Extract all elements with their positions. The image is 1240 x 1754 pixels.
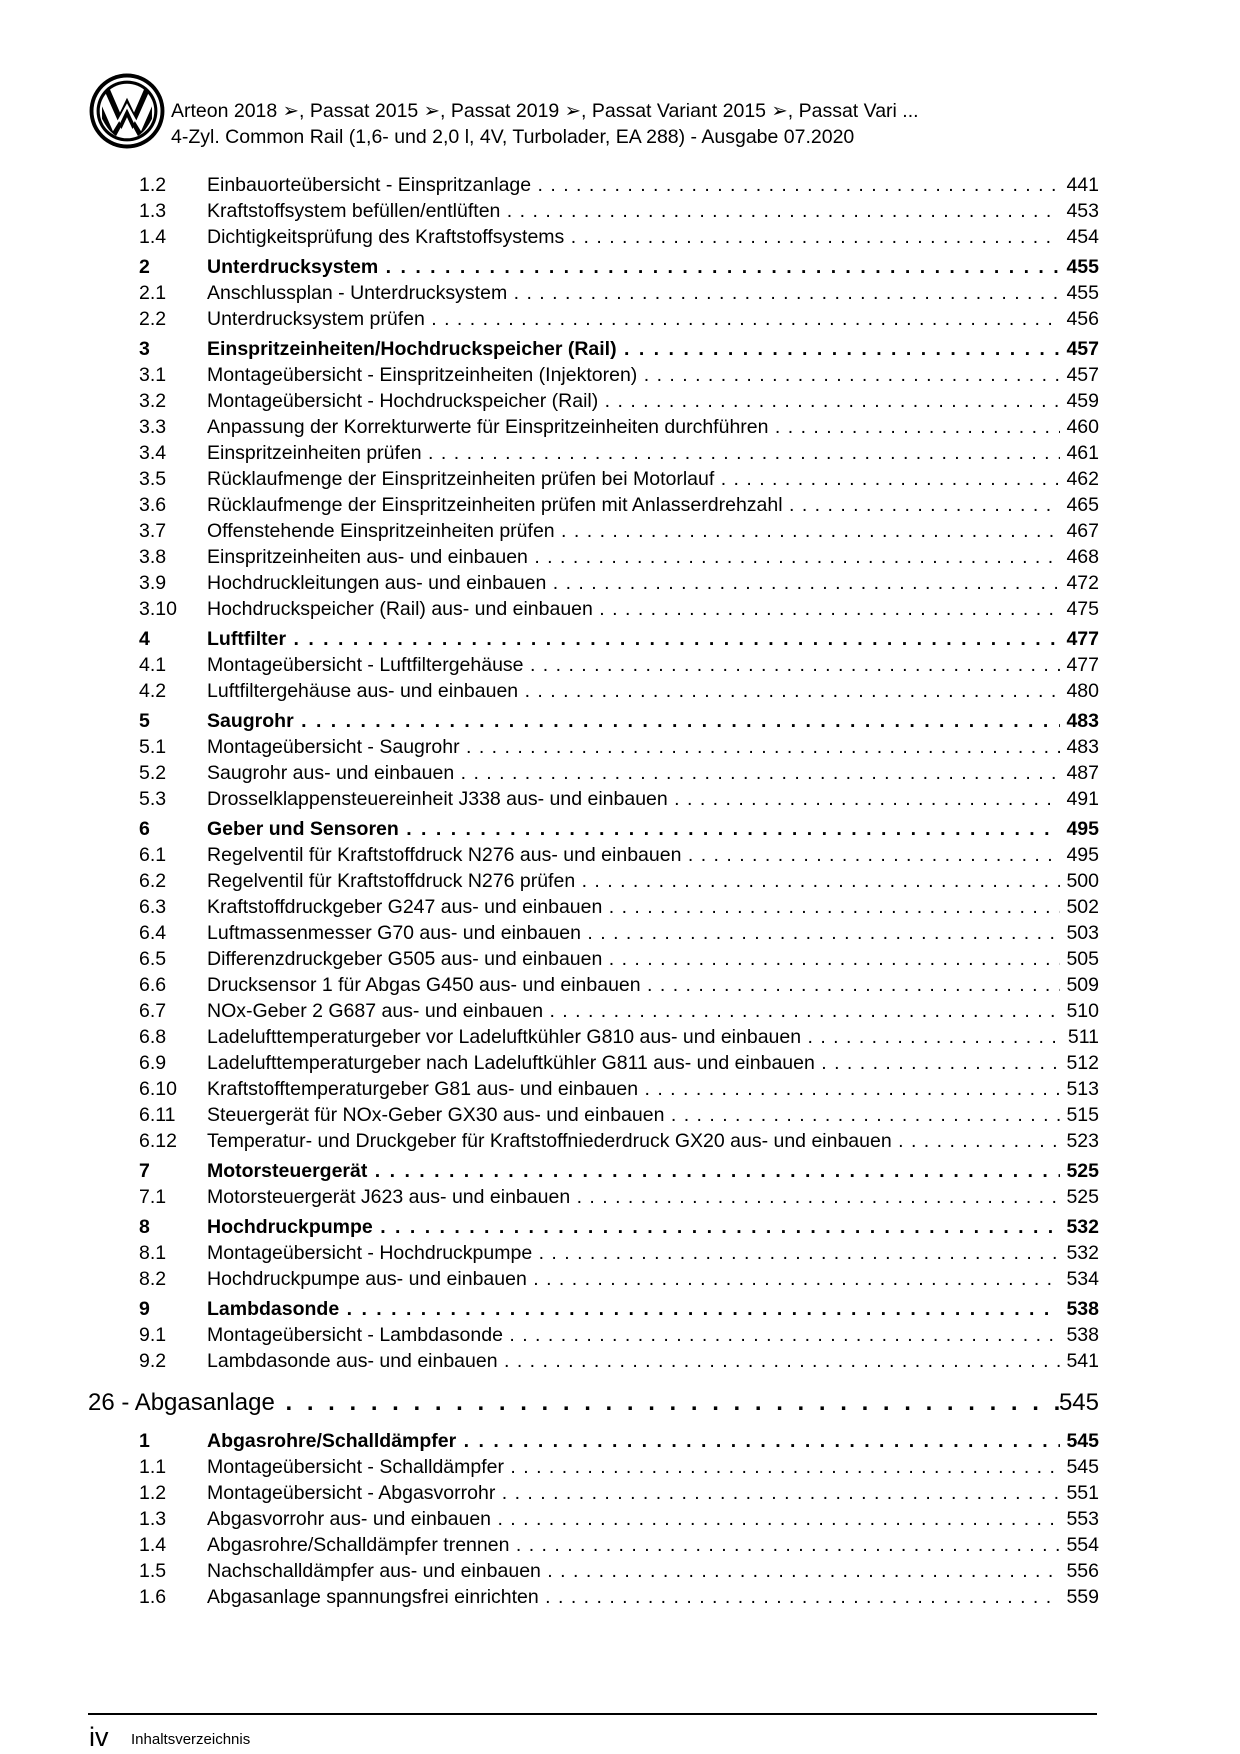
toc-entry[interactable] [0, 518, 1240, 544]
toc-entry-page: 512 [1066, 1052, 1099, 1074]
toc-entry-title: Rücklaufmenge der Einspritzeinheiten prüfen bei Motorlauf . . . [207, 466, 1060, 492]
toc-entry-page: 554 [1066, 1534, 1099, 1556]
toc-entry-page: 534 [1066, 1268, 1099, 1290]
toc-entry-page: 509 [1066, 974, 1099, 996]
toc-entry[interactable] [0, 894, 1240, 920]
toc-entry-number: 5.3 [139, 788, 167, 810]
toc-entry-title: Dichtigkeitsprüfung des Kraftstoffsystems . . . [207, 224, 1060, 250]
toc-entry-title: Saugrohr aus- und einbauen . . . [207, 760, 1060, 786]
toc-entry-title: Hochdruckspeicher (Rail) aus- und einbauen . . . [207, 596, 1060, 622]
toc-entry-page: 503 [1066, 922, 1099, 944]
toc-entry-page: 541 [1066, 1350, 1099, 1372]
toc-entry[interactable] [0, 1102, 1240, 1128]
toc-entry-page: 525 [1066, 1160, 1099, 1182]
toc-entry-page: 495 [1066, 844, 1099, 866]
toc-entry-number: 4.2 [139, 680, 167, 702]
toc-entry-title: Ladelufttemperaturgeber nach Ladeluftkühler G811 aus- und einbauen . . . [207, 1050, 1060, 1076]
toc-entry[interactable] [0, 1184, 1240, 1210]
toc-entry-title: Einspritzeinheiten/Hochdruckspeicher (Rail) . . . [207, 336, 1060, 362]
toc-entry-title: Abgasanlage spannungsfrei einrichten . . . [207, 1584, 1060, 1610]
toc-entry[interactable] [0, 626, 1240, 652]
toc-entry-number: 3.10 [139, 598, 177, 620]
toc-chapter-title: 26 - Abgasanlage . . . [88, 1387, 1060, 1419]
toc-entry-number: 8 [139, 1216, 150, 1238]
toc-entry-page: 460 [1066, 416, 1099, 438]
toc-entry-title: Motorsteuergerät . . . [207, 1158, 1060, 1184]
toc-entry-title: Abgasrohre/Schalldämpfer . . . [207, 1428, 1060, 1454]
toc-entry-number: 6.4 [139, 922, 167, 944]
toc-entry[interactable] [0, 440, 1240, 466]
toc-entry-page: 483 [1066, 710, 1099, 732]
toc-entry-page: 515 [1066, 1104, 1099, 1126]
toc-entry-page: 462 [1066, 468, 1099, 490]
toc-entry-page: 483 [1066, 736, 1099, 758]
toc-entry-page: 559 [1066, 1586, 1099, 1608]
toc-entry[interactable] [0, 414, 1240, 440]
toc-entry[interactable] [0, 652, 1240, 678]
toc-entry-page: 475 [1066, 598, 1099, 620]
toc-entry-page: 457 [1066, 338, 1099, 360]
toc-entry-title: Lambdasonde aus- und einbauen . . . [207, 1348, 1060, 1374]
toc-entry[interactable] [0, 1506, 1240, 1532]
toc-entry-number: 6.3 [139, 896, 167, 918]
toc-entry[interactable] [0, 868, 1240, 894]
toc-entry-number: 3.9 [139, 572, 167, 594]
toc-entry-number: 6.6 [139, 974, 167, 996]
toc-entry-number: 4 [139, 628, 150, 650]
toc-entry-number: 9.1 [139, 1324, 167, 1346]
toc-entry[interactable] [0, 1076, 1240, 1102]
toc-entry[interactable] [0, 596, 1240, 622]
toc-entry-title: Drucksensor 1 für Abgas G450 aus- und einbauen . . . [207, 972, 1060, 998]
header-engine-edition: 4-Zyl. Common Rail (1,6- und 2,0 l, 4V, Turbolader, EA 288) - Ausgabe 07.2020 [171, 126, 855, 148]
vw-logo-icon [88, 72, 166, 150]
toc-entry-number: 6.10 [139, 1078, 177, 1100]
toc-entry-title: Einspritzeinheiten prüfen . . . [207, 440, 1060, 466]
toc-entry-number: 6.2 [139, 870, 167, 892]
toc-entry-title: Montageübersicht - Hochdruckspeicher (Rail) . . . [207, 388, 1060, 414]
toc-entry-page: 556 [1066, 1560, 1099, 1582]
toc-entry[interactable] [0, 1387, 1240, 1419]
toc-entry-number: 3.3 [139, 416, 167, 438]
toc-entry-page: 472 [1066, 572, 1099, 594]
toc-entry-title: Einbauorteübersicht - Einspritzanlage . . . [207, 172, 1060, 198]
toc-entry[interactable] [0, 492, 1240, 518]
toc-entry-title: Anschlussplan - Unterdrucksystem . . . [207, 280, 1060, 306]
toc-entry[interactable] [0, 920, 1240, 946]
toc-entry-page: 477 [1066, 654, 1099, 676]
toc-entry[interactable] [0, 336, 1240, 362]
toc-entry[interactable] [0, 1428, 1240, 1454]
toc-entry-page: 454 [1066, 226, 1099, 248]
toc-entry-title: Montageübersicht - Schalldämpfer . . . [207, 1454, 1060, 1480]
toc-entry-title: Hochdruckleitungen aus- und einbauen . . . [207, 570, 1060, 596]
toc-entry-title: Drosselklappensteuereinheit J338 aus- und einbauen . . . [207, 786, 1060, 812]
toc-entry-number: 5.1 [139, 736, 167, 758]
toc-entry-number: 3.5 [139, 468, 167, 490]
toc-entry-number: 6 [139, 818, 150, 840]
toc-entry-title: Temperatur- und Druckgeber für Kraftstoffniederdruck GX20 aus- und einbauen . . . [207, 1128, 1060, 1154]
toc-entry-number: 7.1 [139, 1186, 167, 1208]
toc-entry-title: Anpassung der Korrekturwerte für Einspritzeinheiten durchführen . . . [207, 414, 1060, 440]
toc-entry-number: 3.4 [139, 442, 167, 464]
toc-entry-page: 467 [1066, 520, 1099, 542]
toc-entry-page: 453 [1066, 200, 1099, 222]
toc-entry-page: 477 [1066, 628, 1099, 650]
toc-entry[interactable] [0, 760, 1240, 786]
toc-entry-title: Offenstehende Einspritzeinheiten prüfen . . . [207, 518, 1060, 544]
toc-entry-title: Geber und Sensoren . . . [207, 816, 1060, 842]
toc-entry-title: Abgasrohre/Schalldämpfer trennen . . . [207, 1532, 1060, 1558]
toc-entry-title: Montageübersicht - Saugrohr . . . [207, 734, 1060, 760]
toc-entry-number: 8.1 [139, 1242, 167, 1264]
toc-entry-page: 461 [1066, 442, 1099, 464]
toc-entry-title: Unterdrucksystem . . . [207, 254, 1060, 280]
toc-entry-page: 545 [1066, 1430, 1099, 1452]
toc-entry[interactable] [0, 842, 1240, 868]
toc-entry-page: 500 [1066, 870, 1099, 892]
toc-entry[interactable] [0, 1024, 1240, 1050]
toc-entry-title: Kraftstofftemperaturgeber G81 aus- und einbauen . . . [207, 1076, 1060, 1102]
toc-entry-title: Steuergerät für NOx-Geber GX30 aus- und einbauen . . . [207, 1102, 1060, 1128]
toc-entry-number: 8.2 [139, 1268, 167, 1290]
toc-entry-page: 487 [1066, 762, 1099, 784]
toc-entry-title: Montageübersicht - Einspritzeinheiten (Injektoren) . . . [207, 362, 1060, 388]
toc-entry-number: 5.2 [139, 762, 167, 784]
toc-entry-page: 455 [1066, 282, 1099, 304]
toc-entry-number: 4.1 [139, 654, 167, 676]
toc-entry-page: 532 [1066, 1216, 1099, 1238]
toc-entry-title: Rücklaufmenge der Einspritzeinheiten prüfen mit Anlasserdrehzahl . . . [207, 492, 1060, 518]
toc-entry-number: 2 [139, 256, 150, 278]
toc-entry[interactable] [0, 544, 1240, 570]
toc-entry-number: 7 [139, 1160, 150, 1182]
footer-label: Inhaltsverzeichnis [131, 1731, 251, 1748]
toc-entry-page: 491 [1066, 788, 1099, 810]
header-vehicle-models: Arteon 2018 ➢, Passat 2015 ➢, Passat 2019 ➢, Passat Variant 2015 ➢, Passat Vari ... [171, 100, 919, 122]
toc-entry[interactable] [0, 306, 1240, 332]
toc-entry[interactable] [0, 1454, 1240, 1480]
toc-entry-number: 1.4 [139, 1534, 167, 1556]
toc-entry-number: 3.2 [139, 390, 167, 412]
toc-entry-number: 5 [139, 710, 150, 732]
toc-entry-title: Regelventil für Kraftstoffdruck N276 aus- und einbauen . . . [207, 842, 1060, 868]
toc-entry-page: 545 [1066, 1456, 1099, 1478]
toc-entry-title: Hochdruckpumpe aus- und einbauen . . . [207, 1266, 1060, 1292]
toc-entry-number: 6.12 [139, 1130, 177, 1152]
toc-entry[interactable] [0, 1584, 1240, 1610]
toc-entry-title: Montageübersicht - Lambdasonde . . . [207, 1322, 1060, 1348]
toc-entry-page: 456 [1066, 308, 1099, 330]
toc-entry[interactable] [0, 1322, 1240, 1348]
toc-entry-number: 9 [139, 1298, 150, 1320]
toc-entry[interactable] [0, 570, 1240, 596]
toc-entry[interactable] [0, 172, 1240, 198]
toc-entry-title: Hochdruckpumpe . . . [207, 1214, 1060, 1240]
toc-entry[interactable] [0, 362, 1240, 388]
toc-entry-page: 538 [1066, 1324, 1099, 1346]
toc-entry[interactable] [0, 198, 1240, 224]
toc-entry-page: 510 [1066, 1000, 1099, 1022]
toc-entry-title: Unterdrucksystem prüfen . . . [207, 306, 1060, 332]
toc-entry-number: 9.2 [139, 1350, 167, 1372]
toc-entry-title: Montageübersicht - Hochdruckpumpe . . . [207, 1240, 1060, 1266]
toc-entry-page: 441 [1066, 174, 1099, 196]
toc-entry-number: 1.5 [139, 1560, 167, 1582]
toc-entry-title: Einspritzeinheiten aus- und einbauen . . . [207, 544, 1060, 570]
toc-entry[interactable] [0, 1296, 1240, 1322]
toc-entry-title: Saugrohr . . . [207, 708, 1060, 734]
toc-entry[interactable] [0, 816, 1240, 842]
toc-entry-title: Lambdasonde . . . [207, 1296, 1060, 1322]
toc-entry-page: 465 [1066, 494, 1099, 516]
toc-entry-title: Ladelufttemperaturgeber vor Ladeluftkühler G810 aus- und einbauen . . . [207, 1024, 1060, 1050]
toc-entry[interactable] [0, 466, 1240, 492]
toc-entry[interactable] [0, 224, 1240, 250]
toc-entry[interactable] [0, 1240, 1240, 1266]
toc-entry-number: 1.2 [139, 1482, 167, 1504]
toc-entry-title: Kraftstoffdruckgeber G247 aus- und einbauen . . . [207, 894, 1060, 920]
toc-entry-title: Differenzdruckgeber G505 aus- und einbauen . . . [207, 946, 1060, 972]
toc-entry[interactable] [0, 1050, 1240, 1076]
toc-entry-number: 6.8 [139, 1026, 167, 1048]
toc-entry-number: 1.3 [139, 200, 167, 222]
toc-entry[interactable] [0, 998, 1240, 1024]
toc-entry-number: 1.3 [139, 1508, 167, 1530]
footer-divider [88, 1713, 1097, 1715]
toc-entry-page: 525 [1066, 1186, 1099, 1208]
toc-entry[interactable] [0, 946, 1240, 972]
toc-entry-page: 511 [1067, 1026, 1099, 1048]
toc-entry-number: 3 [139, 338, 150, 360]
footer-page-number: iv [89, 1722, 109, 1752]
toc-entry-number: 6.5 [139, 948, 167, 970]
toc-entry-title: Motorsteuergerät J623 aus- und einbauen . . . [207, 1184, 1060, 1210]
toc-entry-number: 1.4 [139, 226, 167, 248]
toc-entry[interactable] [0, 1158, 1240, 1184]
toc-entry-number: 1.2 [139, 174, 167, 196]
toc-entry-title: Montageübersicht - Luftfiltergehäuse . . . [207, 652, 1060, 678]
toc-entry-title: Montageübersicht - Abgasvorrohr . . . [207, 1480, 1060, 1506]
toc-entry-number: 6.11 [139, 1104, 176, 1126]
toc-entry-page: 551 [1066, 1482, 1099, 1504]
toc-entry-number: 1.6 [139, 1586, 167, 1608]
toc-entry-number: 3.7 [139, 520, 167, 542]
toc-entry-page: 513 [1066, 1078, 1099, 1100]
toc-entry[interactable] [0, 708, 1240, 734]
toc-entry-page: 523 [1066, 1130, 1099, 1152]
toc-entry[interactable] [0, 734, 1240, 760]
toc-entry[interactable] [0, 1128, 1240, 1154]
toc-entry-title: Abgasvorrohr aus- und einbauen . . . [207, 1506, 1060, 1532]
toc-entry-number: 1 [139, 1430, 150, 1452]
toc-entry-page: 459 [1066, 390, 1099, 412]
toc-entry-page: 455 [1066, 256, 1099, 278]
toc-entry-title: Kraftstoffsystem befüllen/entlüften . . . [207, 198, 1060, 224]
toc-entry-number: 6.9 [139, 1052, 167, 1074]
toc-entry-title: Luftfiltergehäuse aus- und einbauen . . . [207, 678, 1060, 704]
toc-entry[interactable] [0, 254, 1240, 280]
toc-entry[interactable] [0, 1480, 1240, 1506]
toc-entry-number: 2.1 [139, 282, 167, 304]
toc-entry[interactable] [0, 972, 1240, 998]
toc-entry[interactable] [0, 1266, 1240, 1292]
toc-entry[interactable] [0, 1532, 1240, 1558]
toc-entry-page: 495 [1066, 818, 1099, 840]
toc-entry-number: 6.7 [139, 1000, 167, 1022]
toc-entry-number: 6.1 [139, 844, 167, 866]
toc-entry-page: 480 [1066, 680, 1099, 702]
toc-entry-title: Luftfilter . . . [207, 626, 1060, 652]
toc-entry[interactable] [0, 388, 1240, 414]
toc-entry[interactable] [0, 786, 1240, 812]
toc-entry-number: 2.2 [139, 308, 167, 330]
toc-entry-number: 3.8 [139, 546, 167, 568]
toc-entry[interactable] [0, 1348, 1240, 1374]
toc-entry-page: 505 [1066, 948, 1099, 970]
toc-entry-page: 538 [1066, 1298, 1099, 1320]
toc-entry-title: Luftmassenmesser G70 aus- und einbauen . . . [207, 920, 1060, 946]
toc-entry-page: 468 [1066, 546, 1099, 568]
toc-entry-page: 532 [1066, 1242, 1099, 1264]
toc-entry-number: 3.1 [139, 364, 167, 386]
toc-entry-title: NOx-Geber 2 G687 aus- und einbauen . . . [207, 998, 1060, 1024]
toc-entry-title: Regelventil für Kraftstoffdruck N276 prüfen . . . [207, 868, 1060, 894]
toc-entry-page: 457 [1066, 364, 1099, 386]
toc-entry[interactable] [0, 678, 1240, 704]
toc-entry-number: 1.1 [139, 1456, 167, 1478]
toc-entry[interactable] [0, 1214, 1240, 1240]
toc-entry-title: Nachschalldämpfer aus- und einbauen . . . [207, 1558, 1060, 1584]
document-header [171, 98, 919, 150]
toc-entry-page: 553 [1066, 1508, 1099, 1530]
toc-entry-page: 502 [1066, 896, 1099, 918]
toc-entry-page: 545 [1058, 1389, 1099, 1416]
toc-entry-number: 3.6 [139, 494, 167, 516]
toc-entry[interactable] [0, 280, 1240, 306]
toc-entry[interactable] [0, 1558, 1240, 1584]
